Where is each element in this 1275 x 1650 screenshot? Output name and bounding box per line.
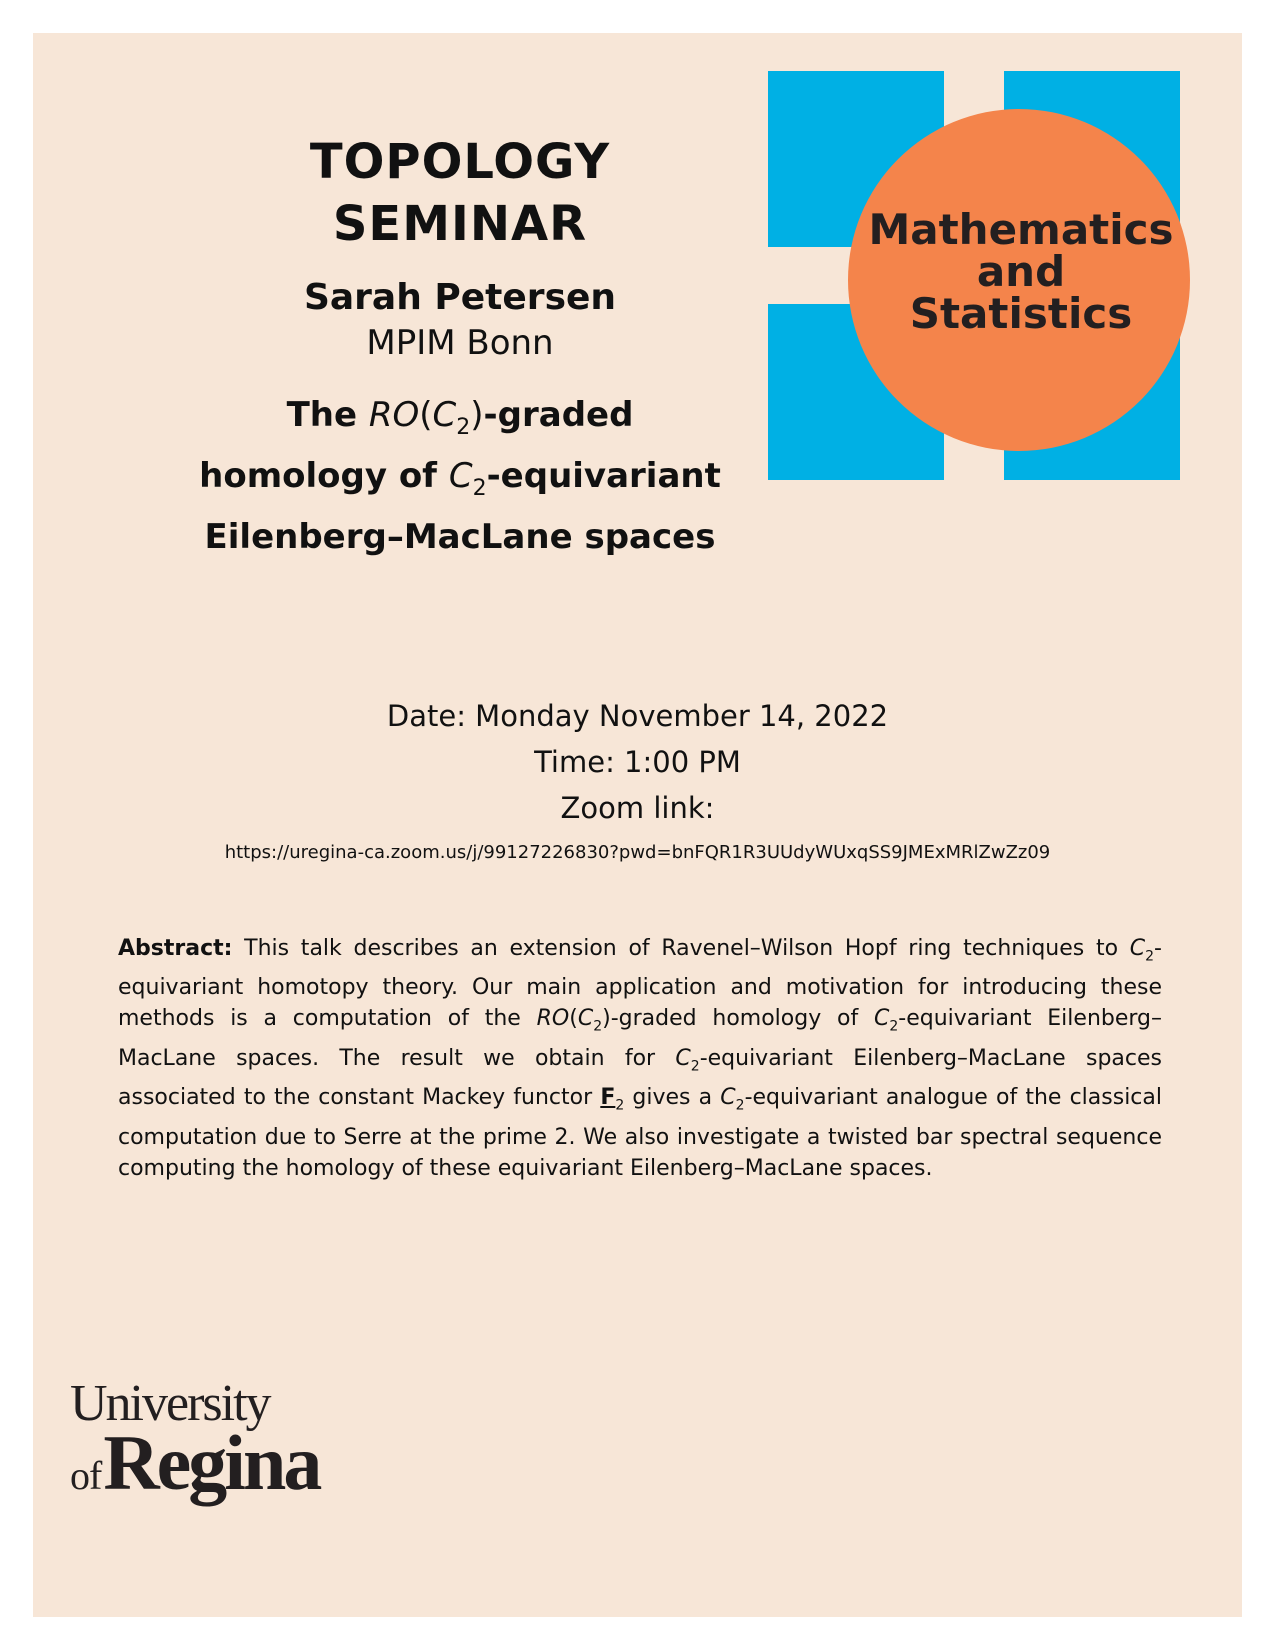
university-logo	[70, 1375, 320, 1506]
logo-text-line3: Statistics	[909, 289, 1133, 338]
event-details	[33, 693, 1242, 867]
seminar-title	[173, 131, 747, 255]
talk-title-line2: homology of $C_2$-equivariant	[199, 455, 721, 501]
event-date: Date: Monday November 14, 2022	[386, 699, 889, 733]
logo-text-line1: Mathematics	[868, 205, 1174, 254]
abstract-label: Abstract:	[118, 936, 233, 961]
seminar-title-line2: SEMINAR	[332, 196, 588, 252]
seminar-title-line1: TOPOLOGY	[309, 134, 611, 190]
talk-title-line1: The $RO(C_2)$-graded	[286, 395, 634, 440]
event-time: Time: 1:00 PM	[534, 745, 741, 779]
math-stats-logo	[768, 71, 1218, 493]
logo-text-line2: and	[976, 247, 1066, 296]
university-logo-line2: of Regina	[70, 1419, 320, 1506]
university-logo-line1: University	[70, 1375, 270, 1432]
abstract: Abstract: This talk describes an extension of Ravenel–Wilson Hopf ring techniques to $C_2$-equivariant homotopy theory. Our main application and motivation for introducing these methods is a computation of the $RO(C_2)$-graded homology of $C_2$-equivariant Eilenberg–MacLane spaces. The result we obtain for $C_2$-equivariant Eilenberg–MacLane spaces associated to the constant Mackey functor $F_2$ gives a $C_2$-equivariant analogue of the classical computation due to Serre at the prime 2. We also investigate a twisted bar spectral sequence computing the homology of these equivariant Eilenberg–MacLane spaces.	[118, 936, 1163, 1181]
speaker-name: Sarah Petersen	[303, 277, 617, 318]
talk-title-line3: Eilenberg–MacLane spaces	[204, 516, 716, 557]
talk-title	[173, 391, 747, 561]
zoom-label: Zoom link:	[560, 791, 715, 825]
heading-block	[173, 131, 747, 561]
speaker-institution: MPIM Bonn	[366, 323, 554, 363]
zoom-link[interactable]: https://uregina-ca.zoom.us/j/99127226830?pwd=bnFQR1R3UUdyWUxqSS9JMExMRlZwZz09	[224, 842, 1051, 863]
poster	[33, 33, 1242, 1617]
logo-text	[816, 205, 1226, 338]
